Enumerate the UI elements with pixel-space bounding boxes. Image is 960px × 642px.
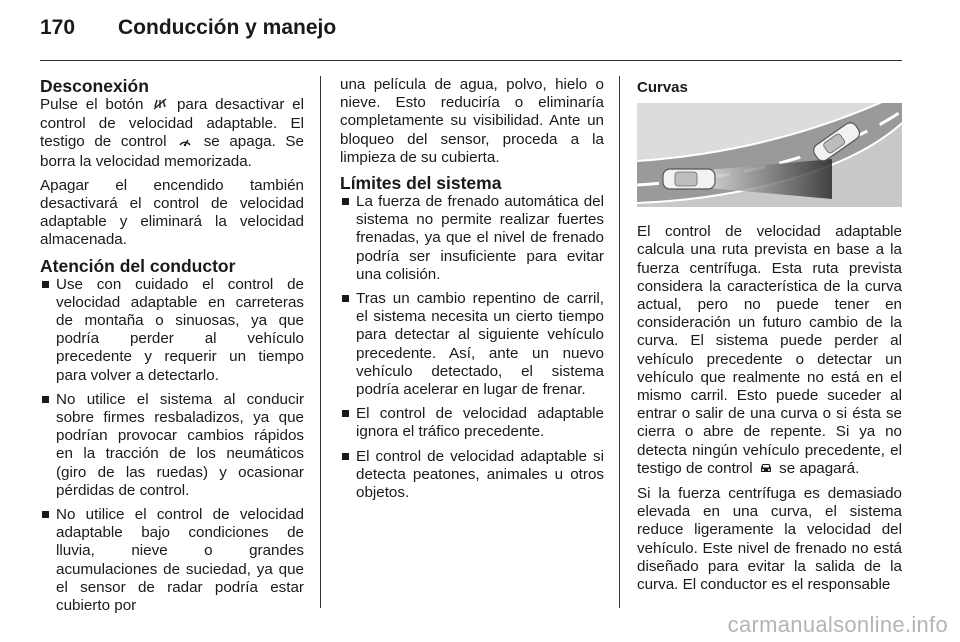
list-item: Use con cuidado el control de velocidad adaptable en carreteras de montaña o sinuosas, ya que podría perder al vehículo precedente y requerir un tiempo para volver a detectarlo.	[40, 276, 304, 385]
list-item: No utilice el sistema al conducir sobre firmes resbaladizos, ya que podrían provocar cambios rápidos en la tracción de los neumáticos (giro de las ruedas) y ocasionar pérdidas de control.	[40, 391, 304, 500]
heading-limites: Límites del sistema	[340, 173, 502, 194]
page-header	[40, 16, 902, 56]
heading-desconexion: Desconexión	[40, 76, 149, 96]
own-car	[663, 169, 715, 189]
column-divider-1	[320, 76, 321, 608]
paragraph-encendido: Apagar el encendido también desactivará el control de velocidad adaptable y eliminará la velocidad almacenada.	[40, 176, 304, 249]
paragraph-desconexion	[40, 96, 304, 171]
paragraph-curvas-1	[637, 223, 902, 479]
text-run: se apagará.	[774, 459, 860, 477]
paragraph-curvas-2: Si la fuerza centrífuga es demasiado elevada en una curva, el sistema reduce ligeramente la velocidad del vehículo. Este nivel de frenado no está diseñado para evitar la salida de la curva. El conductor es el responsable	[637, 485, 902, 594]
text-run: para desactivar el control de velocidad adaptable. El testigo de control	[40, 96, 304, 151]
column-3	[637, 76, 902, 600]
heading-atencion: Atención del conductor	[40, 255, 236, 276]
list-item: El control de velocidad adaptable ignora el tráfico precedente.	[340, 405, 604, 441]
bullet-list-limites	[340, 193, 604, 502]
column-1	[40, 76, 304, 621]
cruise-indicator-icon	[178, 134, 192, 152]
curve-illustration	[637, 103, 902, 207]
text-run: El control de velocidad adaptable calcula una ruta prevista en base a la fuerza centrífuga. Esta ruta prevista considera la característica de la curva actual, pero no puede tener en consideración un futuro cambio de la curva. El sistema puede perder al vehículo precedente o detectar un vehículo que realmente no está en el mismo carril. Esto puede suceder al entrar o salir de una curva o si ésta se cierra o abre de repente. Si ya no detecta ningún vehículo precedente, el testigo de control	[637, 223, 902, 477]
vehicle-ahead-icon	[759, 461, 773, 479]
watermark: carmanualsonline.info	[727, 612, 948, 637]
header-rule	[40, 60, 902, 61]
heading-curvas: Curvas	[637, 79, 688, 96]
adaptive-cruise-off-icon	[153, 97, 167, 115]
list-item: Tras un cambio repentino de carril, el sistema necesita un cierto tiempo para detectar al siguiente vehículo precedente. Así, ante un nuevo vehículo detectado, el sistema podría acelerar en lugar de frenar.	[340, 290, 604, 399]
page-number: 170	[40, 16, 76, 39]
text-run: Pulse el botón	[40, 96, 152, 113]
curve-illustration-svg	[637, 103, 902, 207]
text-run: se apaga. Se borra la velocidad memorizada.	[40, 133, 304, 170]
column-2	[340, 76, 604, 508]
page-title: Conducción y manejo	[118, 16, 337, 39]
list-item: La fuerza de frenado automática del sistema no permite realizar fuertes frenadas, ya que el nivel de frenado podría ser insuficiente para evitar una colisión.	[340, 193, 604, 284]
list-item: El control de velocidad adaptable si detecta peatones, animales u otros objetos.	[340, 448, 604, 503]
list-item: No utilice el control de velocidad adaptable bajo condiciones de lluvia, nieve o grandes acumulaciones de suciedad, ya que el sensor de radar podría estar cubierto por	[40, 506, 304, 615]
column-divider-2	[619, 76, 620, 608]
paragraph-continuation: una película de agua, polvo, hielo o nieve. Esto reduciría o eliminaría completamente su visibilidad. Ante un bloqueo del sensor, proceda a la limpieza de su cubierta.	[340, 76, 604, 166]
bullet-list-atencion	[40, 276, 304, 616]
